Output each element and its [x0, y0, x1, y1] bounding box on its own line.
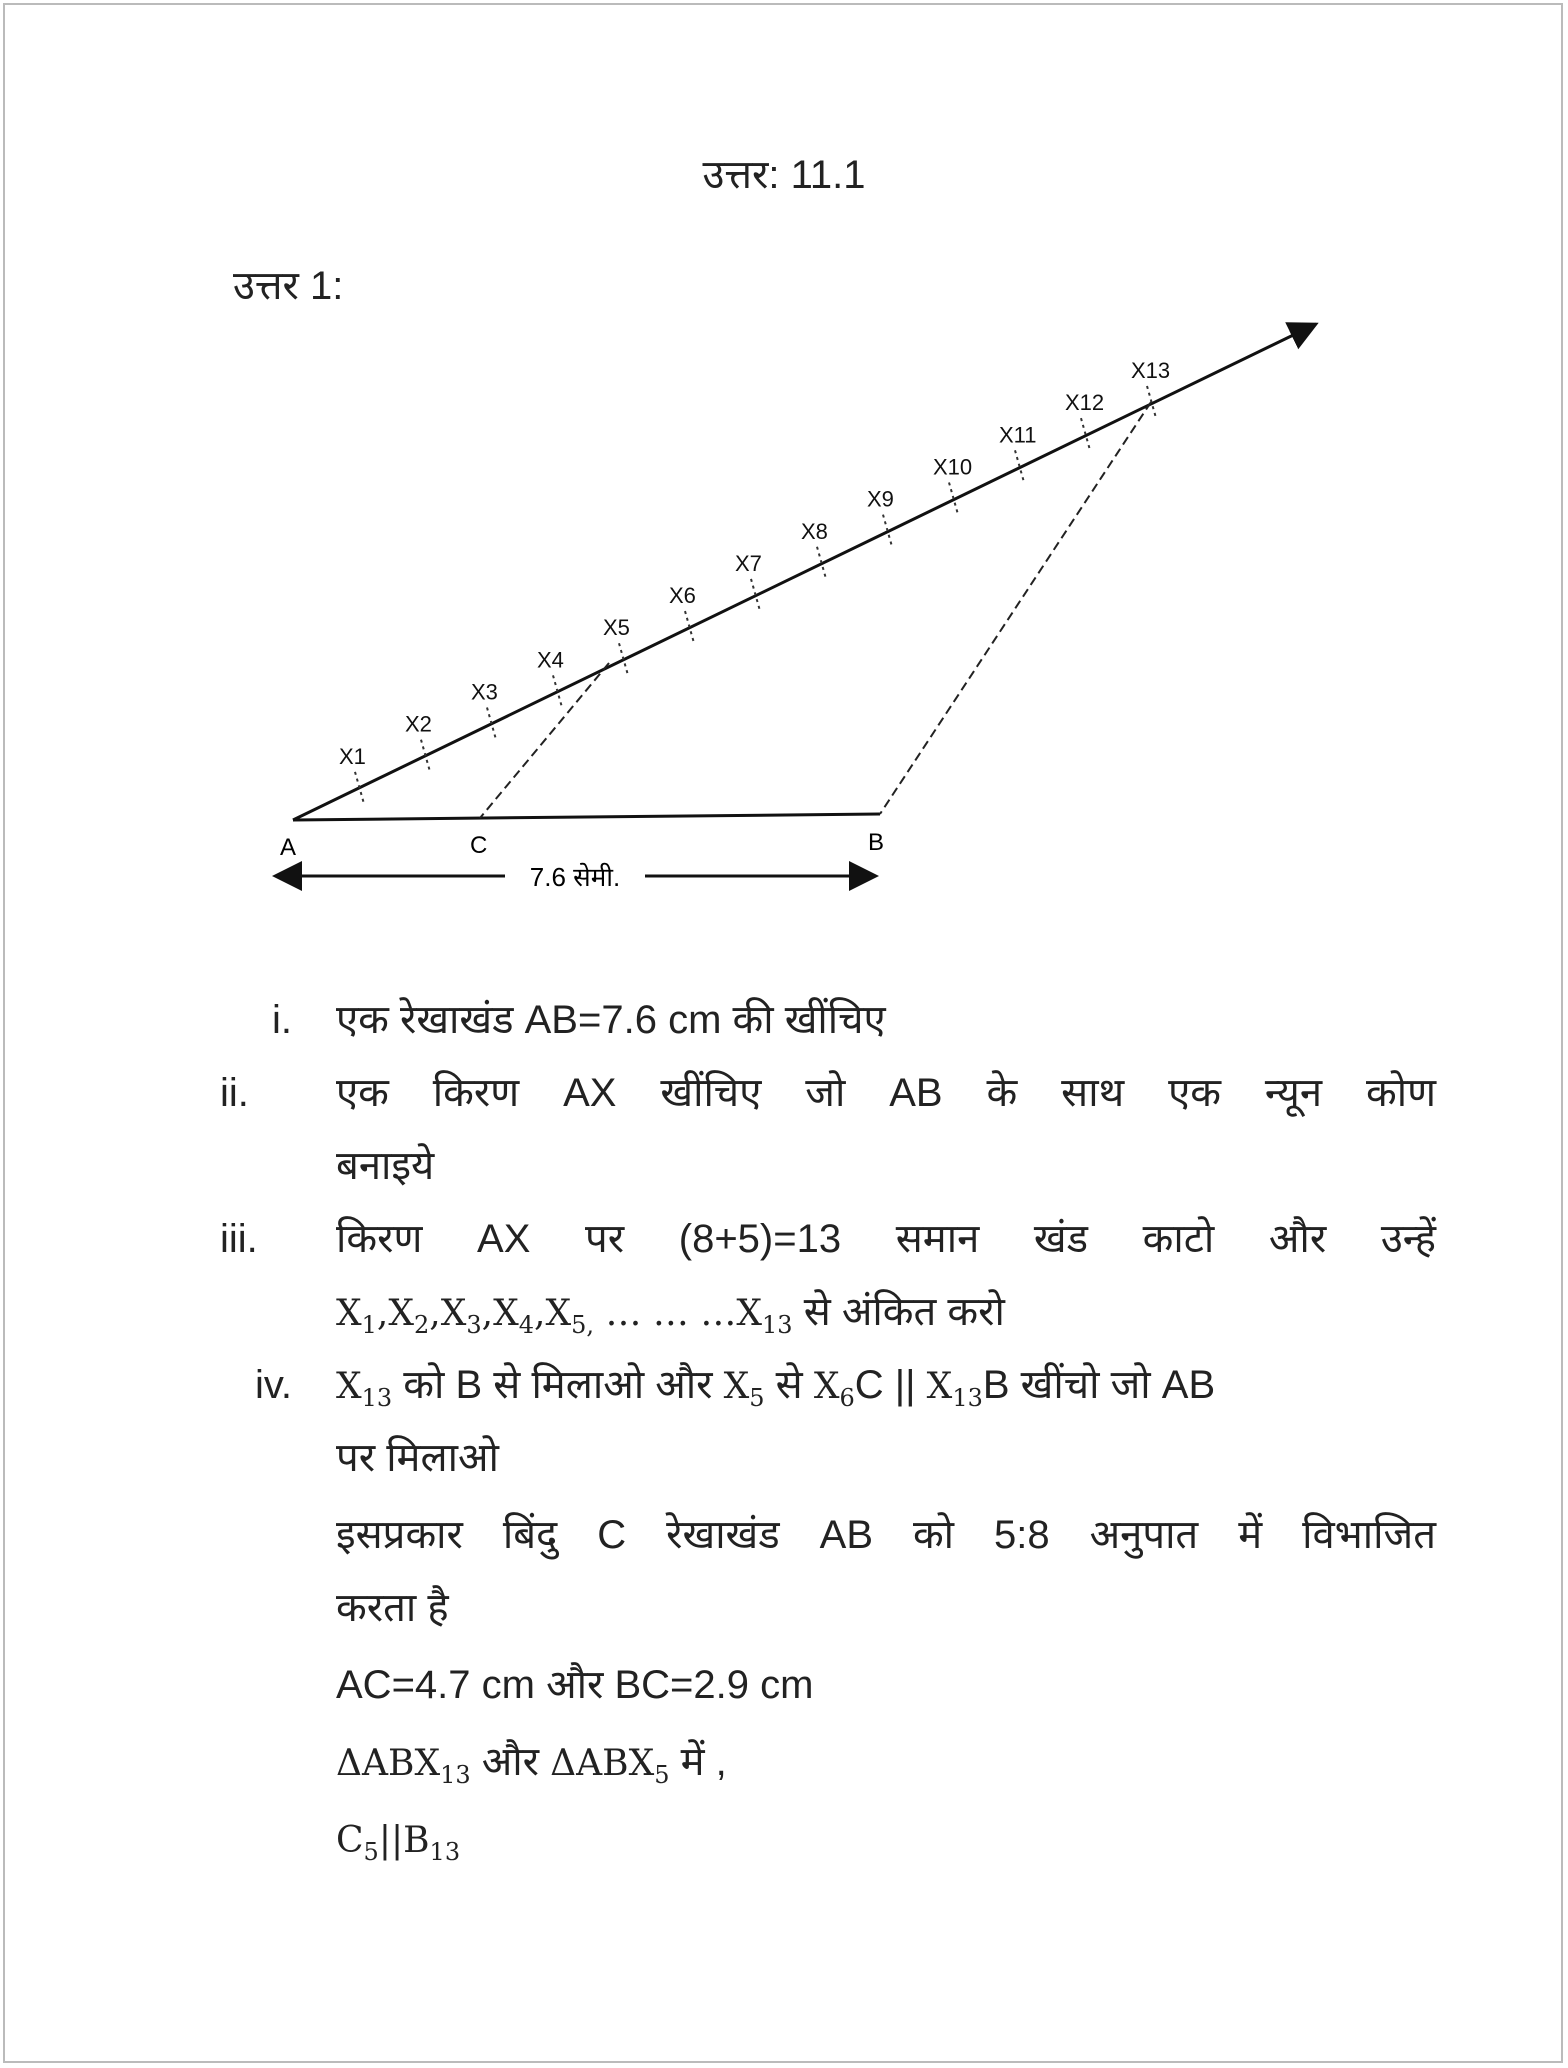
triangles-line: $\Delta ABX_{13}$ और $\Delta ABX_5$ में , — [336, 1740, 727, 1789]
step-number: ii. — [220, 1071, 249, 1115]
division-label: X9 — [867, 486, 894, 512]
division-label: X3 — [471, 679, 498, 705]
step-iv-cont: पर मिलाओ — [336, 1436, 499, 1480]
division-label: X10 — [933, 454, 973, 480]
step-iii — [220, 1209, 1436, 1282]
step-number: iv. — [254, 1363, 292, 1407]
conclusion-line: इसप्रकार बिंदु C रेखाखंड AB को 5:8 अनुपात में विभाजित — [336, 1513, 1436, 1557]
step-number: iii. — [220, 1217, 258, 1261]
steps-list — [220, 990, 1436, 1882]
step-text: से अंकित करो — [792, 1290, 1005, 1334]
answer-heading: उत्तर 1: — [233, 264, 344, 308]
construction-diagram — [0, 0, 1568, 960]
step-text: किरण AX पर (8+5)=13 समान खंड काटो और उन्हें — [336, 1217, 1436, 1261]
division-label: X13 — [1131, 358, 1171, 383]
step-i — [220, 990, 1436, 1063]
division-label: X7 — [735, 550, 762, 576]
division-label: X1 — [339, 743, 366, 769]
step-iv: iv. $X_{13}$ को B से मिलाओ और $X_5$ से $X_6C$ || $X_{13}B$ खींचो जो AB — [220, 1355, 1436, 1428]
segment-ab — [293, 814, 880, 820]
step-number: i. — [272, 998, 292, 1042]
division-label: X8 — [801, 518, 828, 544]
lengths-line: AC=4.7 cm और BC=2.9 cm — [336, 1663, 814, 1707]
conclusion-line-cont: करता है — [336, 1586, 449, 1630]
step-ii — [220, 1063, 1436, 1136]
division-ticks — [355, 386, 1156, 804]
point-b-label: B — [868, 829, 885, 856]
division-label: X6 — [669, 583, 696, 609]
step-iii-cont — [220, 1282, 1436, 1355]
division-label: X4 — [537, 647, 564, 673]
page-title: उत्तर: 11.1 — [702, 153, 866, 197]
point-labels: $X_1,X_2,X_3,X_4,X_{5,}$ … … $\dots X_{13}$ — [336, 1293, 793, 1339]
dashed-x13-b — [880, 402, 1151, 814]
division-label: X11 — [999, 422, 1037, 448]
division-label: X5 — [603, 615, 630, 641]
division-label: X2 — [405, 711, 432, 737]
parallel-line: $C_5||B_{13}$ — [336, 1820, 461, 1866]
step-text: एक रेखाखंड AB=7.6 cm की खींचिए — [336, 998, 886, 1042]
division-labels — [339, 358, 1170, 769]
ray-ax — [293, 324, 1316, 820]
measure-label: 7.6 सेमी. — [529, 862, 621, 892]
dashed-x5-c — [480, 663, 609, 818]
point-a-label: A — [280, 834, 297, 861]
step-text: एक किरण AX खींचिए जो AB के साथ एक न्यून कोण — [336, 1071, 1436, 1115]
step-ii-cont — [220, 1136, 1436, 1209]
step-text: बनाइये — [336, 1144, 435, 1188]
point-c-label: C — [470, 832, 488, 859]
division-label: X12 — [1065, 390, 1105, 416]
